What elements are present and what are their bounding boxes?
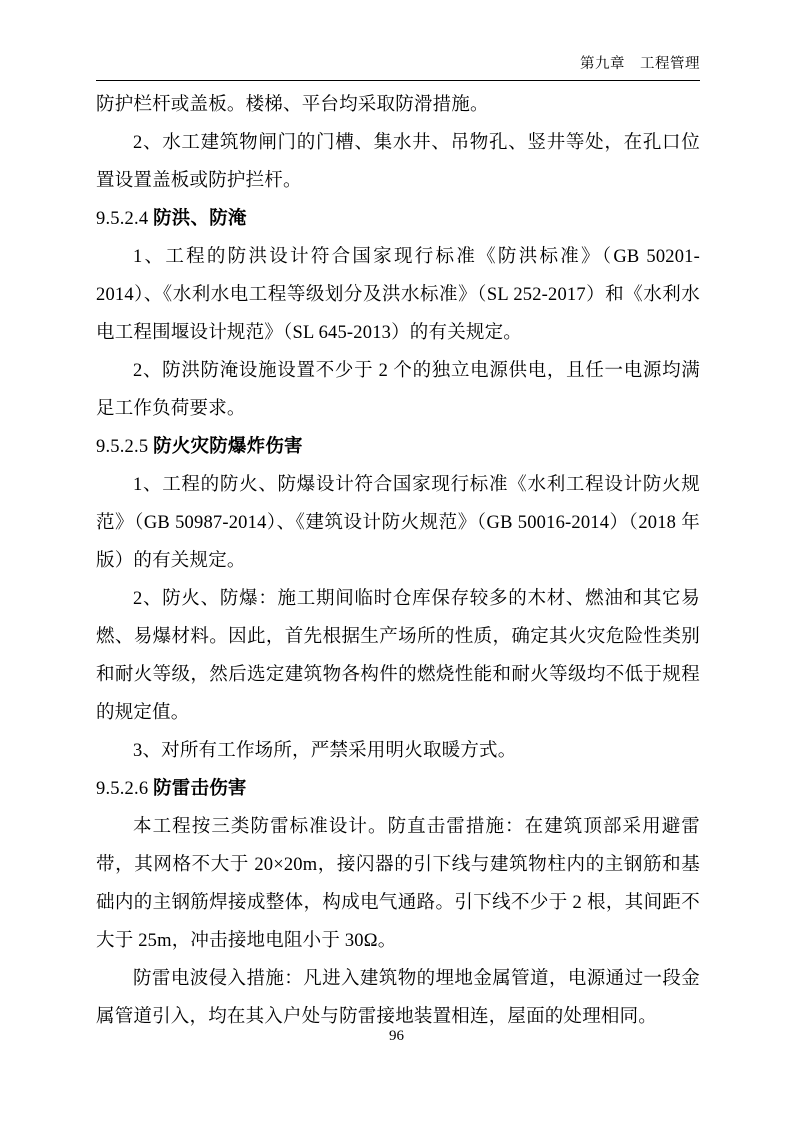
paragraph: 1、工程的防火、防爆设计符合国家现行标准《水利工程设计防火规范》（GB 50987-2014）、《建筑设计防火规范》（GB 50016-2014）（2018 年版）的有关规定。	[96, 475, 700, 571]
section-title: 防火灾防爆炸伤害	[153, 437, 303, 457]
paragraph: 2、水工建筑物闸门的门槽、集水井、吊物孔、竖井等处，在孔口位置设置盖板或防护拦杆。	[96, 133, 700, 191]
paragraph: 2、防火、防爆：施工期间临时仓库保存较多的木材、燃油和其它易燃、易爆材料。因此，首先根据生产场所的性质，确定其火灾危险性类别和耐火等级，然后选定建筑物各构件的燃烧性能和耐火等级均不低于规程的规定值。	[96, 589, 700, 723]
paragraph: 1、工程的防洪设计符合国家现行标准《防洪标准》（GB 50201-2014）、《水利水电工程等级划分及洪水标准》（SL 252-2017）和《水利水电工程围堰设计规范》（SL 645-2013）的有关规定。	[96, 247, 700, 343]
paragraph: 防护栏杆或盖板。楼梯、平台均采取防滑措施。	[96, 95, 489, 115]
section-title: 防洪、防淹	[153, 209, 247, 229]
section-number: 9.5.2.6	[96, 779, 149, 799]
section-number: 9.5.2.5	[96, 437, 149, 457]
page-number: 96	[389, 1028, 404, 1044]
section-heading	[96, 428, 700, 466]
paragraph: 防雷电波侵入措施：凡进入建筑物的埋地金属管道，电源通过一段金属管道引入，均在其入户处与防雷接地装置相连，屋面的处理相同。	[96, 969, 700, 1027]
section-number: 9.5.2.4	[96, 209, 149, 229]
paragraph: 本工程按三类防雷标准设计。防直击雷措施：在建筑顶部采用避雷带，其网格不大于 20×20m，接闪器的引下线与建筑物柱内的主钢筋和基础内的主钢筋焊接成整体，构成电气通路。引下线不少于 2 根，其间距不大于 25m，冲击接地电阻小于 30Ω。	[96, 817, 700, 951]
section-heading	[96, 770, 700, 808]
header-divider	[96, 80, 700, 81]
section-title: 防雷击伤害	[153, 779, 247, 799]
page-header: 第九章 工程管理	[580, 56, 700, 72]
paragraph: 3、对所有工作场所，严禁采用明火取暖方式。	[133, 741, 517, 761]
document-body	[96, 86, 700, 1036]
paragraph: 2、防洪防淹设施设置不少于 2 个的独立电源供电，且任一电源均满足工作负荷要求。	[96, 361, 700, 419]
section-heading	[96, 200, 700, 238]
